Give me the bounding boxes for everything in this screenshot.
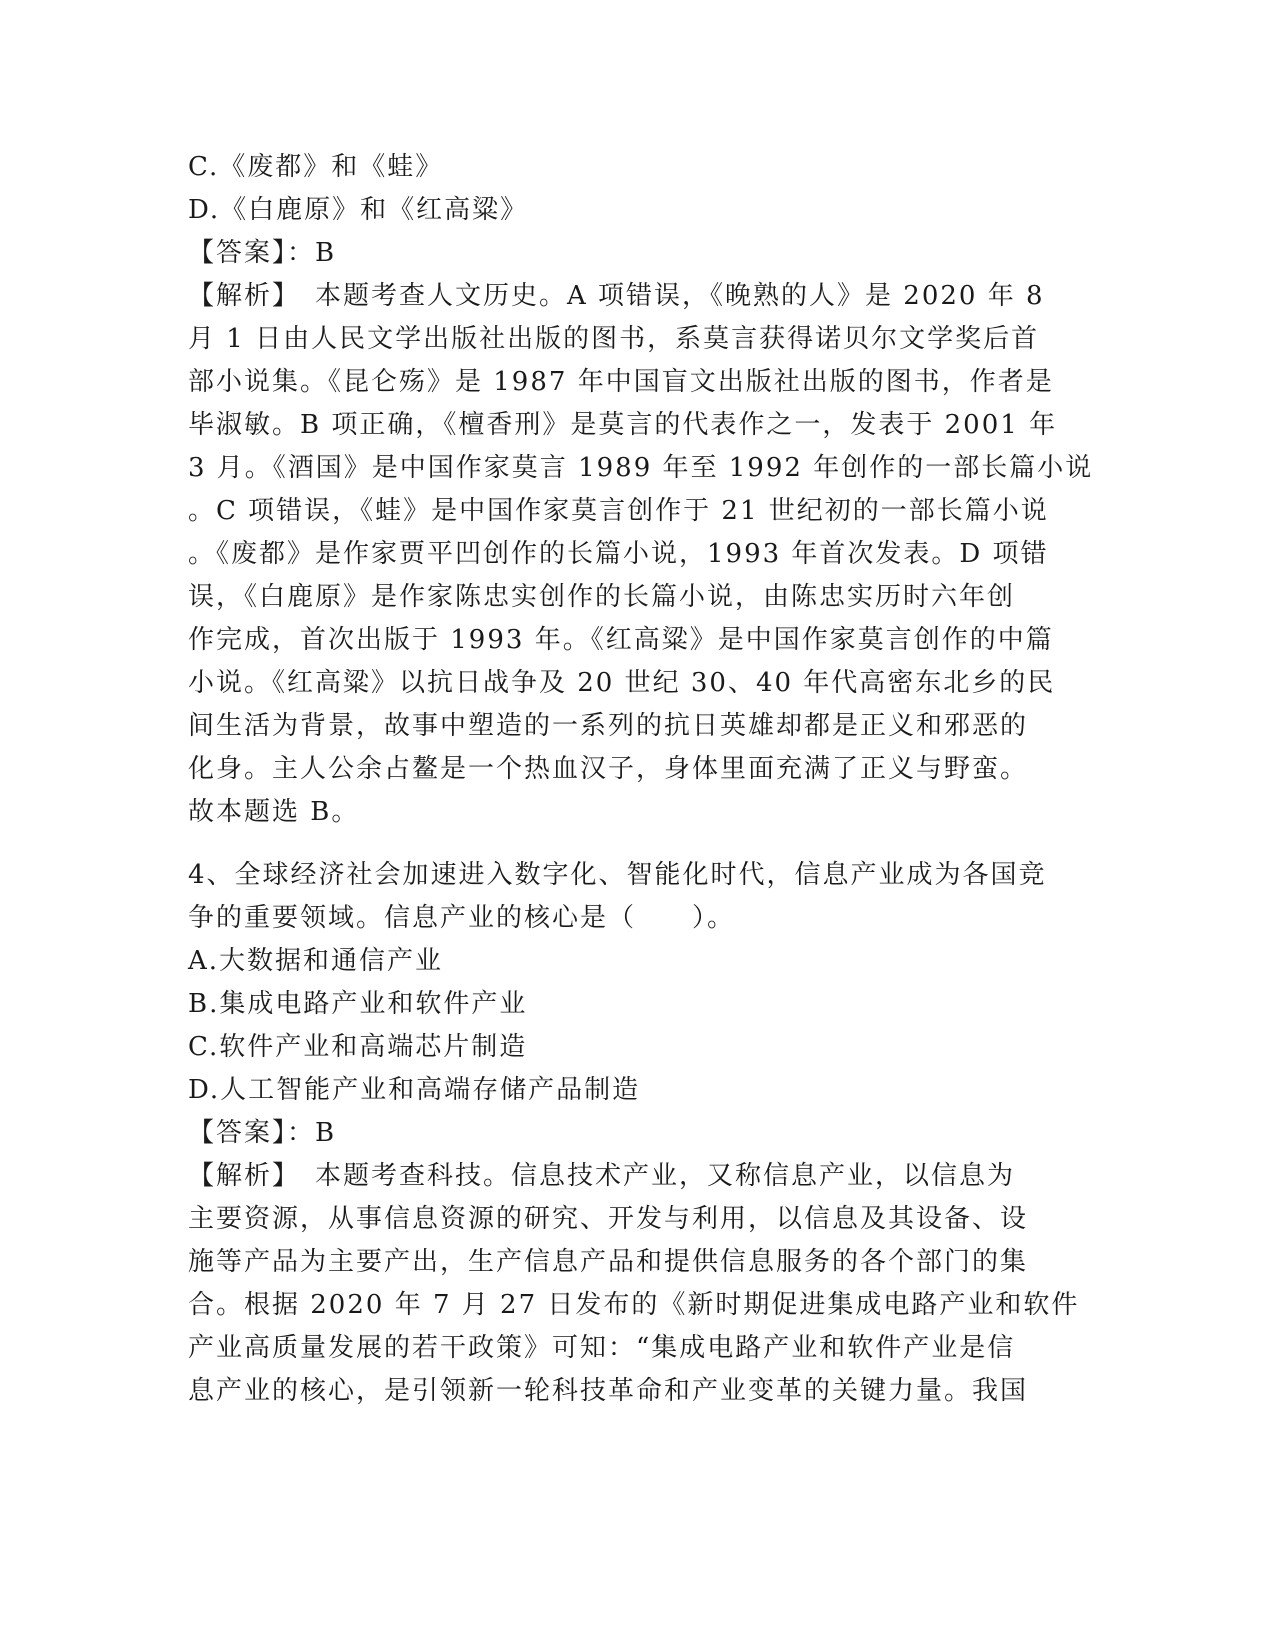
- q4-option-c: C.软件产业和高端芯片制造: [188, 1032, 528, 1062]
- question-gap: [188, 834, 1088, 854]
- q4-option-b: B.集成电路产业和软件产业: [188, 989, 528, 1019]
- q3-option-d: D.《白鹿原》和《红高粱》: [188, 195, 529, 225]
- q3-answer: 【答案】：B: [188, 238, 337, 268]
- analysis-line: 【解析】 本题考查科技。信息技术产业，又称信息产业，以信息为: [188, 1161, 1016, 1191]
- question-stem-line: 4、全球经济社会加速进入数字化、智能化时代，信息产业成为各国竞: [188, 860, 1047, 890]
- analysis-line: 。《废都》是作家贾平凹创作的长篇小说，1993 年首次发表。D 项错: [188, 539, 1049, 569]
- q4-stem: [188, 854, 1088, 940]
- analysis-line: 化身。主人公余占鳌是一个热血汉子，身体里面充满了正义与野蛮。: [188, 754, 1029, 784]
- document-page: [188, 146, 1094, 1413]
- q3-analysis: [188, 275, 1094, 834]
- analysis-line: 部小说集。《昆仑殇》是 1987 年中国盲文出版社出版的图书，作者是: [188, 367, 1054, 397]
- question-stem-line: 争的重要领域。信息产业的核心是（ ）。: [188, 903, 736, 933]
- analysis-line: 合。根据 2020 年 7 月 27 日发布的《新时期促进集成电路产业和软件: [188, 1290, 1080, 1320]
- q4-option-d: D.人工智能产业和高端存储产品制造: [188, 1075, 641, 1105]
- analysis-line: 3 月。《酒国》是中国作家莫言 1989 年至 1992 年创作的一部长篇小说: [188, 453, 1094, 483]
- analysis-line: 产业高质量发展的若干政策》可知：“集成电路产业和软件产业是信: [188, 1333, 1016, 1363]
- analysis-line: 作完成，首次出版于 1993 年。《红高粱》是中国作家莫言创作的中篇: [188, 625, 1054, 655]
- analysis-line: 主要资源，从事信息资源的研究、开发与利用，以信息及其设备、设: [188, 1204, 1029, 1234]
- analysis-line: 小说。《红高粱》以抗日战争及 20 世纪 30、40 年代高密东北乡的民: [188, 668, 1056, 698]
- q4-answer: 【答案】：B: [188, 1118, 337, 1148]
- q4-option-a: A.大数据和通信产业: [188, 946, 444, 976]
- analysis-line: 间生活为背景，故事中塑造的一系列的抗日英雄却都是正义和邪恶的: [188, 711, 1029, 741]
- analysis-line: 。C 项错误，《蛙》是中国作家莫言创作于 21 世纪初的一部长篇小说: [188, 496, 1049, 526]
- analysis-line: 毕淑敏。B 项正确，《檀香刑》是莫言的代表作之一，发表于 2001 年: [188, 410, 1058, 440]
- q4-analysis: [188, 1155, 1088, 1413]
- analysis-line: 误，《白鹿原》是作家陈忠实创作的长篇小说，由陈忠实历时六年创: [188, 582, 1016, 612]
- analysis-line: 施等产品为主要产出，生产信息产品和提供信息服务的各个部门的集: [188, 1247, 1029, 1277]
- analysis-line: 【解析】 本题考查人文历史。A 项错误，《晚熟的人》是 2020 年 8: [188, 281, 1045, 311]
- analysis-line: 故本题选 B。: [188, 797, 360, 827]
- q3-option-c: C.《废都》和《蛙》: [188, 152, 444, 182]
- analysis-line: 月 1 日由人民文学出版社出版的图书，系莫言获得诺贝尔文学奖后首: [188, 324, 1040, 354]
- analysis-line: 息产业的核心，是引领新一轮科技革命和产业变革的关键力量。我国: [188, 1376, 1029, 1406]
